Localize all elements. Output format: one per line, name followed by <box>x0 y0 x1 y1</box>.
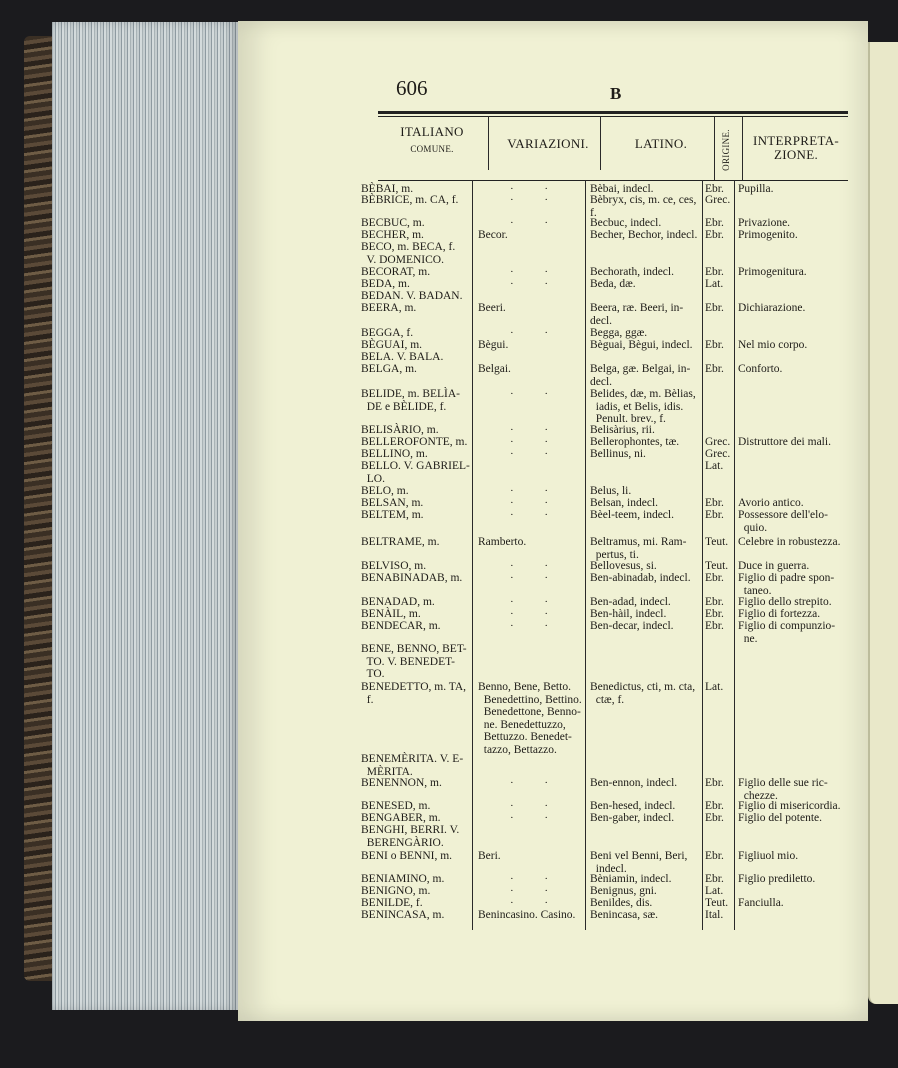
entry-variation: Becor. <box>478 229 508 241</box>
entry-latin: Becher, Bechor, indecl. <box>590 229 698 241</box>
header-origine: ORIGINE. <box>721 129 731 171</box>
entry-interpretation: Dichiarazione. <box>738 302 806 314</box>
entry-origin: Lat. <box>705 885 724 897</box>
entry-interpretation: Conforto. <box>738 363 783 375</box>
entry-italian: BECHER, m. <box>361 229 424 241</box>
entry-italian: BENE, BENNO, BET- TO. V. BENEDET- TO. <box>361 643 467 680</box>
entry-latin: Ben-gaber, indecl. <box>590 812 675 824</box>
facing-page-edge <box>868 42 898 1004</box>
leader-dots: · · <box>510 885 563 897</box>
entry-latin: Ben-ennon, indecl. <box>590 777 678 789</box>
section-letter: B <box>610 84 622 103</box>
header-bottom-rule <box>378 180 848 181</box>
header-variazioni: VARIAZIONI. <box>507 136 589 151</box>
leader-dots: · · <box>510 183 563 195</box>
entry-interpretation: Figlio delle sue ric- chezze. <box>738 777 828 802</box>
entry-interpretation: Figliuol mio. <box>738 850 799 862</box>
entry-origin: Ebr. <box>705 812 724 824</box>
entry-latin: Benedictus, cti, m. cta, ctæ, f. <box>590 681 696 706</box>
entry-italian: BELTEM, m. <box>361 509 424 521</box>
entry-origin: Lat. <box>705 278 724 290</box>
entry-italian: BELLINO, m. <box>361 448 428 460</box>
entry-latin: Belisàrius, rii. <box>590 424 655 436</box>
entry-interpretation: Figlio del potente. <box>738 812 823 824</box>
entry-latin: Belides, dæ, m. Bèlias, iadis, et Belis, idis. Penult. brev., f. <box>590 388 696 425</box>
entry-latin: Bèel-teem, indecl. <box>590 509 674 521</box>
entry-italian: BEGGA, f. <box>361 327 414 339</box>
entry-italian: BÈBRICE, m. CA, f. <box>361 194 459 206</box>
leader-dots: · · <box>510 485 563 497</box>
entry-origin: Teut. <box>705 536 729 548</box>
entry-italian: BELGA, m. <box>361 363 417 375</box>
entry-italian: BEDAN. V. BADAN. <box>361 290 463 302</box>
entry-origin: Grec. <box>705 436 731 448</box>
entry-latin: Belus, li. <box>590 485 632 497</box>
leader-dots: · · <box>510 436 563 448</box>
entry-origin: Ebr. <box>705 800 724 812</box>
leader-dots: · · <box>510 266 563 278</box>
col-divider-4b <box>734 180 735 930</box>
entry-italian: BECBUC, m. <box>361 217 425 229</box>
entry-latin: Benincasa, sæ. <box>590 909 659 921</box>
entry-origin: Ebr. <box>705 596 724 608</box>
entry-italian: BEERA, m. <box>361 302 417 314</box>
entry-origin: Ebr. <box>705 509 724 521</box>
entry-origin: Ebr. <box>705 266 724 278</box>
entry-interpretation: Possessore dell'elo- quio. <box>738 509 828 534</box>
entry-variation: Benno, Bene, Betto. Benedettino, Bettino. Benedettone, Benno- ne. Benedettuzzo, Bettuzzo. Benedet- tazzo, Bettazzo. <box>478 681 582 756</box>
entry-variation: Ramberto. <box>478 536 527 548</box>
entry-italian: BELLEROFONTE, m. <box>361 436 468 448</box>
entry-latin: Belga, gæ. Belgai, in- decl. <box>590 363 691 388</box>
entry-italian: BENENNON, m. <box>361 777 442 789</box>
entry-latin: Beera, ræ. Beeri, in- decl. <box>590 302 684 327</box>
entry-italian: BENDECAR, m. <box>361 620 441 632</box>
leader-dots: · · <box>510 448 563 460</box>
leader-dots: · · <box>510 873 563 885</box>
entry-italian: BENADAD, m. <box>361 596 435 608</box>
header-rule <box>378 111 848 114</box>
entry-italian: BENINCASA, m. <box>361 909 445 921</box>
entry-origin: Ebr. <box>705 572 724 584</box>
entry-latin: Ben-decar, indecl. <box>590 620 674 632</box>
col-divider-2b <box>585 180 586 930</box>
leader-dots: · · <box>510 777 563 789</box>
entry-origin: Ebr. <box>705 497 724 509</box>
leader-dots: · · <box>510 572 563 584</box>
entry-variation: Beri. <box>478 850 501 862</box>
entry-latin: Begga, ggæ. <box>590 327 648 339</box>
entry-latin: Bèniamin, indecl. <box>590 873 672 885</box>
header-interpretazione: INTERPRETA- ZIONE. <box>752 133 840 162</box>
entry-origin: Ebr. <box>705 873 724 885</box>
col-divider-4 <box>742 116 743 180</box>
leader-dots: · · <box>510 388 563 400</box>
entry-latin: Ben-abinadab, indecl. <box>590 572 691 584</box>
entry-italian: BELVISO, m. <box>361 560 427 572</box>
entry-latin: Bèbai, indecl. <box>590 183 654 195</box>
leader-dots: · · <box>510 217 563 229</box>
entry-origin: Ital. <box>705 909 724 921</box>
entry-italian: BELLO. V. GABRIEL- LO. <box>361 460 470 485</box>
entry-latin: Ben-hàil, indecl. <box>590 608 667 620</box>
header-rule-thin <box>378 116 848 117</box>
entry-italian: BENILDE, f. <box>361 897 423 909</box>
entry-italian: BENEDETTO, m. TA, f. <box>361 681 467 706</box>
entry-italian: BEDA, m. <box>361 278 410 290</box>
entry-interpretation: Figlio di fortezza. <box>738 608 821 620</box>
entry-variation: Belgai. <box>478 363 511 375</box>
leader-dots: · · <box>510 596 563 608</box>
entry-italian: BECO, m. BECA, f. V. DOMENICO. <box>361 241 456 266</box>
entry-variation: Beeri. <box>478 302 506 314</box>
entry-origin: Ebr. <box>705 217 724 229</box>
entry-interpretation: Distruttore dei mali. <box>738 436 831 448</box>
entry-italian: BELSAN, m. <box>361 497 424 509</box>
entry-origin: Ebr. <box>705 183 724 195</box>
entry-interpretation: Fanciulla. <box>738 897 784 909</box>
entry-interpretation: Figlio di compunzio- ne. <box>738 620 836 645</box>
entry-italian: BELISÀRIO, m. <box>361 424 439 436</box>
leader-dots: · · <box>510 497 563 509</box>
entry-interpretation: Nel mio corpo. <box>738 339 808 351</box>
leader-dots: · · <box>510 509 563 521</box>
entry-italian: BENESED, m. <box>361 800 431 812</box>
entry-latin: Bèbryx, cis, m. ce, ces, f. <box>590 194 697 219</box>
entry-interpretation: Pupilla. <box>738 183 774 195</box>
entry-origin: Ebr. <box>705 302 724 314</box>
entry-interpretation: Avorio antico. <box>738 497 804 509</box>
entry-origin: Lat. <box>705 460 724 472</box>
page-number: 606 <box>396 76 428 100</box>
entry-italian: BENGABER, m. <box>361 812 441 824</box>
entry-origin: Grec. <box>705 194 731 206</box>
entry-italian: BELTRAME, m. <box>361 536 440 548</box>
entry-latin: Beltramus, mi. Ram- pertus, ti. <box>590 536 687 561</box>
entry-origin: Ebr. <box>705 229 724 241</box>
entry-interpretation: Primogenitura. <box>738 266 807 278</box>
entry-italian: BENABINADAB, m. <box>361 572 463 584</box>
entry-interpretation: Figlio dello strepito. <box>738 596 832 608</box>
col-divider-1 <box>488 116 489 170</box>
entry-italian: BÈBAI, m. <box>361 183 414 195</box>
entry-origin: Teut. <box>705 897 729 909</box>
entry-latin: Beda, dæ. <box>590 278 636 290</box>
entry-interpretation: Figlio di padre spon- taneo. <box>738 572 835 597</box>
entry-origin: Ebr. <box>705 339 724 351</box>
col-divider-3b <box>702 180 703 930</box>
entry-latin: Bellerophontes, tæ. <box>590 436 680 448</box>
entry-italian: BELA. V. BALA. <box>361 351 444 363</box>
leader-dots: · · <box>510 897 563 909</box>
header-italiano: ITALIANO COMUNE. <box>400 124 464 154</box>
entry-interpretation: Privazione. <box>738 217 791 229</box>
entry-italian: BENIGNO, m. <box>361 885 431 897</box>
entry-latin: Benignus, gni. <box>590 885 657 897</box>
col-divider-1b <box>472 180 473 930</box>
leader-dots: · · <box>510 194 563 206</box>
entry-latin: Benildes, dis. <box>590 897 653 909</box>
leader-dots: · · <box>510 560 563 572</box>
header-latino: LATINO. <box>634 136 688 151</box>
entry-latin: Bechorath, indecl. <box>590 266 674 278</box>
col-divider-3 <box>714 116 715 180</box>
entry-origin: Ebr. <box>705 777 724 789</box>
entry-origin: Teut. <box>705 560 729 572</box>
entry-latin: Bèguai, Bègui, indecl. <box>590 339 693 351</box>
entry-italian: BENEMÈRITA. V. E- MÈRITA. <box>361 753 464 778</box>
leader-dots: · · <box>510 800 563 812</box>
entry-interpretation: Primogenito. <box>738 229 798 241</box>
entry-latin: Becbuc, indecl. <box>590 217 662 229</box>
leader-dots: · · <box>510 812 563 824</box>
entry-origin: Lat. <box>705 681 724 693</box>
entry-interpretation: Figlio prediletto. <box>738 873 816 885</box>
entry-italian: BÈGUAI, m. <box>361 339 423 351</box>
entry-origin: Ebr. <box>705 620 724 632</box>
entry-italian: BENÀIL, m. <box>361 608 421 620</box>
entry-origin: Ebr. <box>705 608 724 620</box>
entry-interpretation: Duce in guerra. <box>738 560 810 572</box>
entry-interpretation: Celebre in robustezza. <box>738 536 841 548</box>
entry-latin: Bellovesus, si. <box>590 560 657 572</box>
leader-dots: · · <box>510 278 563 290</box>
entry-latin: Ben-adad, indecl. <box>590 596 671 608</box>
entry-latin: Ben-hesed, indecl. <box>590 800 676 812</box>
entry-interpretation: Figlio di misericordia. <box>738 800 841 812</box>
entry-latin: Belsan, indecl. <box>590 497 659 509</box>
col-divider-2 <box>600 116 601 170</box>
entry-origin: Ebr. <box>705 850 724 862</box>
entry-origin: Grec. <box>705 448 731 460</box>
entry-origin: Ebr. <box>705 363 724 375</box>
entry-italian: BELO, m. <box>361 485 409 497</box>
leader-dots: · · <box>510 608 563 620</box>
entry-variation: Bègui. <box>478 339 509 351</box>
entry-italian: BECORAT, m. <box>361 266 431 278</box>
entry-latin: Bellinus, ni. <box>590 448 646 460</box>
entry-variation: Benincasino. Casino. <box>478 909 576 921</box>
leader-dots: · · <box>510 424 563 436</box>
entry-italian: BENGHI, BERRI. V. BERENGÀRIO. <box>361 824 460 849</box>
leader-dots: · · <box>510 327 563 339</box>
page-edges <box>52 22 238 1010</box>
entry-italian: BENIAMINO, m. <box>361 873 445 885</box>
leader-dots: · · <box>510 620 563 632</box>
entry-italian: BELIDE, m. BELÌA- DE e BÈLIDE, f. <box>361 388 461 413</box>
entry-italian: BENI o BENNI, m. <box>361 850 453 862</box>
entry-latin: Beni vel Benni, Beri, indecl. <box>590 850 688 875</box>
